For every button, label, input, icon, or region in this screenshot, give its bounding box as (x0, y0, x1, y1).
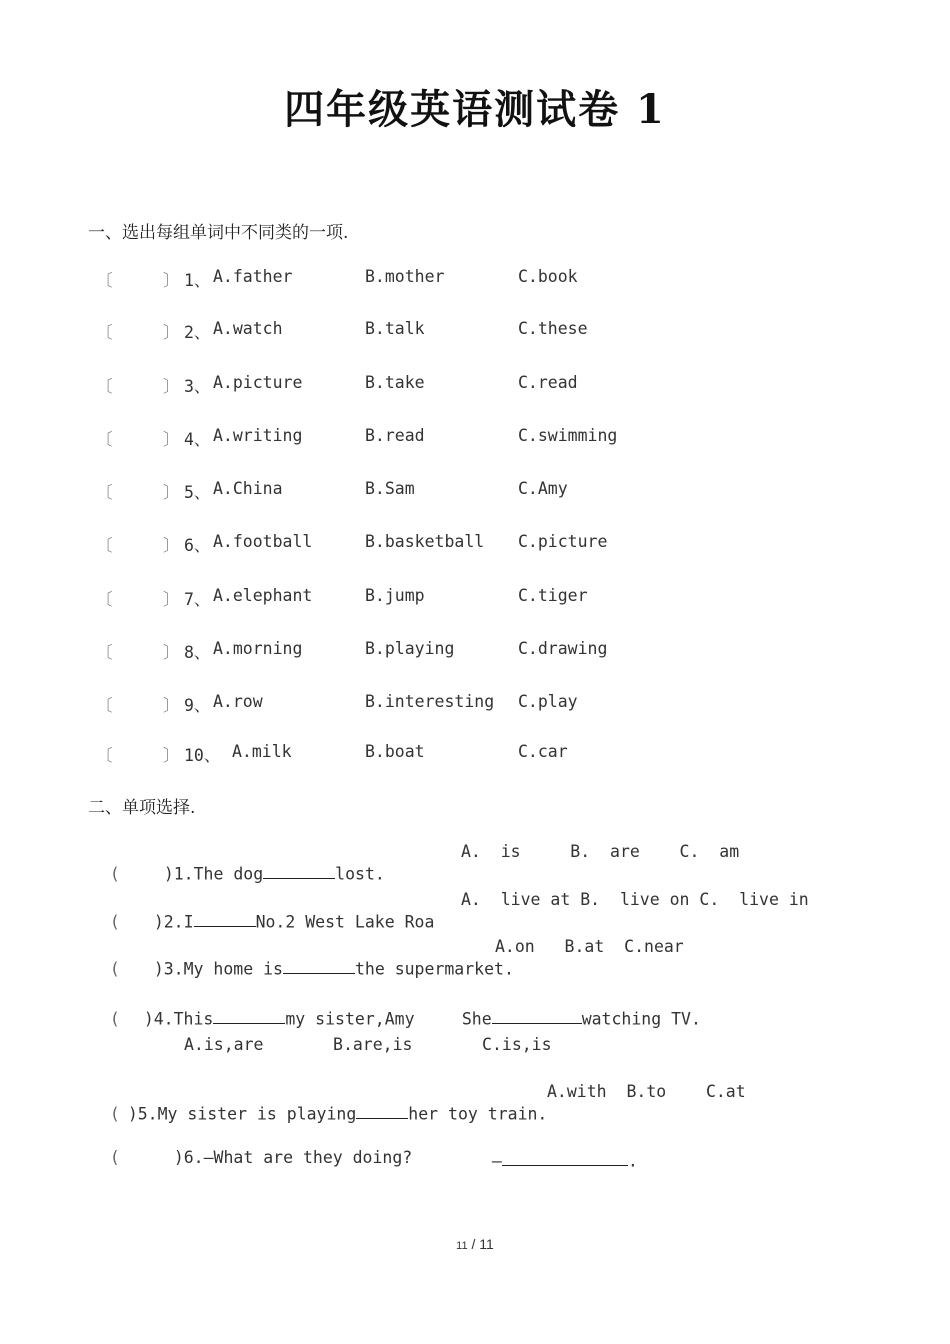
question-stem-she: She (461, 1009, 492, 1029)
item-number: 1、 (184, 271, 211, 290)
option-a: A.row (213, 692, 263, 711)
page-separator: / (467, 1236, 480, 1252)
option-b: B.talk (365, 319, 425, 338)
fill-blank[interactable] (194, 909, 256, 927)
option-b: B.read (365, 426, 425, 445)
option-a: A.football (213, 532, 313, 551)
option-a: A.China (213, 479, 283, 498)
item-number: 8、 (184, 643, 211, 662)
option-b: B.take (365, 373, 425, 392)
answer-space[interactable] (108, 692, 158, 712)
question-4 (90, 987, 415, 1028)
answer-paren-close: 〕 (163, 746, 180, 765)
option-a: A.picture (213, 373, 303, 392)
answer-space[interactable] (108, 586, 158, 606)
page-footer (0, 1236, 950, 1252)
answer-paren-open: 〔 (96, 483, 113, 502)
answer-paren-close: 〕 (163, 430, 180, 449)
question-1-options: A. is B. are C. am (461, 842, 740, 861)
question-stem-mid: my sister,Amy (285, 1009, 415, 1029)
item-number: 2、 (184, 323, 211, 342)
option-a: A.milk (232, 742, 292, 761)
option-c: C.car (518, 742, 568, 761)
fill-blank[interactable] (263, 861, 335, 879)
question-3 (90, 937, 514, 978)
page-title: 四年级英语测试卷 1 (284, 86, 666, 133)
page-number: 11 (456, 1240, 468, 1252)
answer-paren-close: 〕 (163, 377, 180, 396)
answer-paren-open: 〔 (96, 377, 113, 396)
question-4-part-2 (442, 987, 701, 1028)
answer-paren-close: 〕 (163, 323, 180, 342)
option-b: B.jump (365, 586, 425, 605)
question-6-answer (472, 1129, 638, 1170)
option-c: C.picture (518, 532, 608, 551)
answer-space[interactable] (108, 742, 158, 762)
question-stem: )4.This (143, 1009, 214, 1029)
option-c: C.book (518, 267, 578, 286)
question-stem: )1.The dog (163, 864, 264, 884)
question-5-options: A.with B.to C.at (547, 1082, 746, 1101)
question-stem-after: the supermarket. (354, 959, 514, 979)
answer-paren-open: 〔 (96, 323, 113, 342)
item-number: 5、 (184, 483, 211, 502)
option-b: B.boat (365, 742, 425, 761)
fill-blank[interactable] (502, 1148, 628, 1166)
answer-dash: — (491, 1151, 502, 1171)
option-c: C.swimming (518, 426, 618, 445)
answer-paren-open: ( (109, 1009, 120, 1029)
question-2 (90, 890, 434, 931)
option-c: C.tiger (518, 586, 588, 605)
question-stem-after: No.2 West Lake Roa (255, 912, 435, 932)
option-b: B.mother (365, 267, 445, 286)
option-c: C.Amy (518, 479, 568, 498)
option-a: A.elephant (213, 586, 313, 605)
answer-space[interactable] (108, 373, 158, 393)
page-total: 11 (479, 1236, 494, 1252)
question-6 (90, 1129, 412, 1167)
item-number: 7、 (184, 590, 211, 609)
answer-paren-open: ( (109, 959, 120, 979)
answer-paren-open: ( (109, 864, 120, 884)
answer-space[interactable] (108, 319, 158, 339)
answer-paren-close: 〕 (163, 696, 180, 715)
option-a: A.father (213, 267, 293, 286)
answer-paren-open: ( (109, 1104, 120, 1124)
question-stem-after: lost. (335, 864, 385, 884)
answer-paren-close: 〕 (163, 590, 180, 609)
answer-space[interactable] (108, 639, 158, 659)
fill-blank[interactable] (283, 956, 355, 974)
answer-paren-close: 〕 (163, 271, 180, 290)
question-2-options: A. live at B. live on C. live in (461, 890, 809, 909)
question-stem: )2.I (153, 912, 194, 932)
item-number: 3、 (184, 377, 211, 396)
answer-paren-open: 〔 (96, 746, 113, 765)
option-a: A.writing (213, 426, 303, 445)
question-stem-after: her toy train. (408, 1104, 548, 1124)
item-number: 10、 (184, 746, 221, 765)
answer-paren-open: ( (109, 1148, 120, 1167)
item-number: 6、 (184, 536, 211, 555)
answer-paren-close: 〕 (163, 483, 180, 502)
answer-paren-open: 〔 (96, 536, 113, 555)
question-1 (90, 842, 385, 883)
answer-paren-close: 〕 (163, 643, 180, 662)
question-3-options: A.on B.at C.near (495, 937, 684, 956)
question-stem: )6.—What are they doing? (173, 1148, 413, 1167)
answer-space[interactable] (108, 267, 158, 287)
answer-paren-open: 〔 (96, 590, 113, 609)
option-b: B.interesting (365, 692, 495, 711)
question-stem: )3.My home is (153, 959, 283, 979)
section-1-heading: 一、选出每组单词中不同类的一项. (88, 223, 349, 243)
answer-paren-open: 〔 (96, 696, 113, 715)
option-c: C.these (518, 319, 588, 338)
answer-paren-open: 〔 (96, 643, 113, 662)
option-b: B.Sam (365, 479, 415, 498)
answer-paren-close: 〕 (163, 536, 180, 555)
option-b: B.basketball (365, 532, 485, 551)
option-c: C.play (518, 692, 578, 711)
question-stem-after: watching TV. (581, 1009, 701, 1029)
answer-paren-open: ( (109, 912, 120, 932)
option-c: C.read (518, 373, 578, 392)
answer-end: . (627, 1151, 638, 1171)
option-c: C.drawing (518, 639, 608, 658)
answer-paren-open: 〔 (96, 430, 113, 449)
question-5 (90, 1082, 547, 1123)
fill-blank[interactable] (356, 1101, 408, 1119)
question-4-options: A.is,are B.are,is C.is,is (184, 1035, 552, 1054)
item-number: 4、 (184, 430, 211, 449)
option-a: A.watch (213, 319, 283, 338)
answer-space[interactable] (108, 479, 158, 499)
section-2-heading: 二、单项选择. (88, 798, 196, 818)
option-a: A.morning (213, 639, 303, 658)
answer-paren-open: 〔 (96, 271, 113, 290)
question-stem: )5.My sister is playing (127, 1104, 357, 1124)
fill-blank[interactable] (492, 1006, 582, 1024)
answer-space[interactable] (108, 426, 158, 446)
option-b: B.playing (365, 639, 455, 658)
item-number: 9、 (184, 696, 211, 715)
answer-space[interactable] (108, 532, 158, 552)
fill-blank[interactable] (213, 1006, 285, 1024)
